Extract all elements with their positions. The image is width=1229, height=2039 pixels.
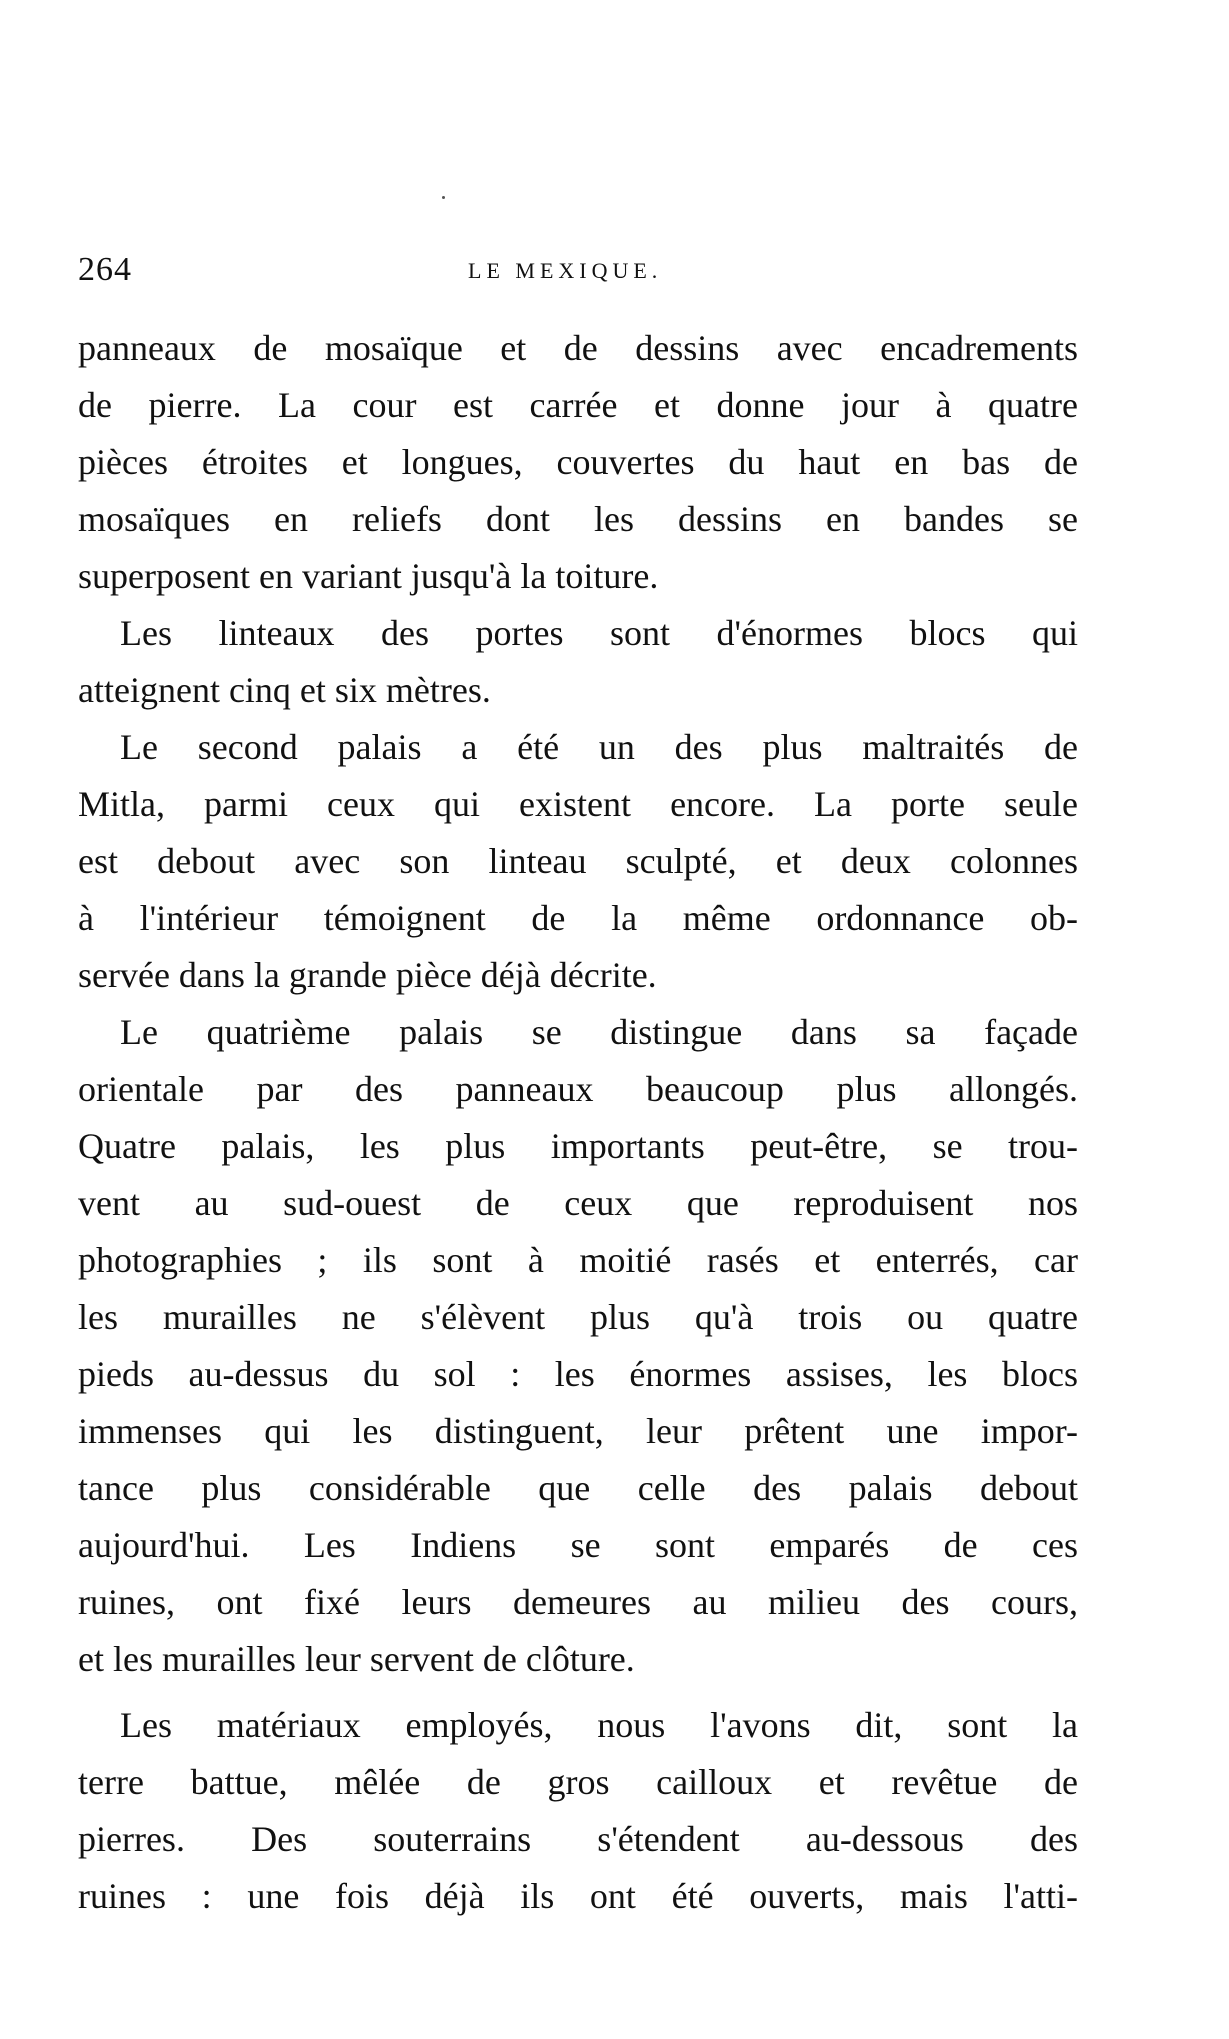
text-line: Le second palais a été un des plus maltraités de — [120, 727, 1078, 767]
ink-speck — [442, 196, 445, 199]
paragraph — [78, 719, 1078, 1004]
text-line: Le quatrième palais se distingue dans sa façade — [120, 1012, 1078, 1052]
text-line: ruines, ont fixé leurs demeures au milieu des cours, — [78, 1582, 1078, 1622]
text-line: superposent en variant jusqu'à la toiture. — [78, 556, 659, 596]
text-line: Mitla, parmi ceux qui existent encore. La porte seule — [78, 784, 1078, 824]
text-line: à l'intérieur témoignent de la même ordonnance ob- — [78, 898, 1078, 938]
text-line: Les linteaux des portes sont d'énormes blocs qui — [120, 613, 1078, 653]
text-line: pieds au-dessus du sol : les énormes assises, les blocs — [78, 1354, 1078, 1394]
running-title: LE MEXIQUE. — [468, 258, 663, 283]
page-number: 264 — [78, 251, 132, 288]
paragraph — [78, 1004, 1078, 1688]
text-line: mosaïques en reliefs dont les dessins en bandes se — [78, 499, 1078, 539]
text-line: de pierre. La cour est carrée et donne jour à quatre — [78, 385, 1078, 425]
text-line: est debout avec son linteau sculpté, et deux colonnes — [78, 841, 1078, 881]
text-line: Quatre palais, les plus importants peut-être, se trou- — [78, 1126, 1078, 1166]
text-line: immenses qui les distinguent, leur prêtent une impor- — [78, 1411, 1078, 1451]
paragraph-gap — [78, 1688, 1078, 1697]
text-line: Les matériaux employés, nous l'avons dit, sont la — [120, 1705, 1078, 1745]
text-line: vent au sud-ouest de ceux que reproduisent nos — [78, 1183, 1078, 1223]
text-line: orientale par des panneaux beaucoup plus allongés. — [78, 1069, 1078, 1109]
paragraph — [78, 320, 1078, 605]
text-line: ruines : une fois déjà ils ont été ouverts, mais l'atti- — [78, 1876, 1078, 1916]
text-line: servée dans la grande pièce déjà décrite. — [78, 955, 657, 995]
page-header — [78, 250, 1078, 290]
text-line: tance plus considérable que celle des palais debout — [78, 1468, 1078, 1508]
text-line: atteignent cinq et six mètres. — [78, 670, 491, 710]
text-line: photographies ; ils sont à moitié rasés et enterrés, car — [78, 1240, 1078, 1280]
paragraph — [78, 1697, 1078, 1925]
text-line: pierres. Des souterrains s'étendent au-dessous des — [78, 1819, 1078, 1859]
text-line: panneaux de mosaïque et de dessins avec encadrements — [78, 328, 1078, 368]
text-line: aujourd'hui. Les Indiens se sont emparés de ces — [78, 1525, 1078, 1565]
paragraph — [78, 605, 1078, 719]
text-line: les murailles ne s'élèvent plus qu'à trois ou quatre — [78, 1297, 1078, 1337]
text-line: terre battue, mêlée de gros cailloux et revêtue de — [78, 1762, 1078, 1802]
text-line: et les murailles leur servent de clôture. — [78, 1639, 635, 1679]
body-text — [78, 320, 1078, 1925]
text-line: pièces étroites et longues, couvertes du haut en bas de — [78, 442, 1078, 482]
